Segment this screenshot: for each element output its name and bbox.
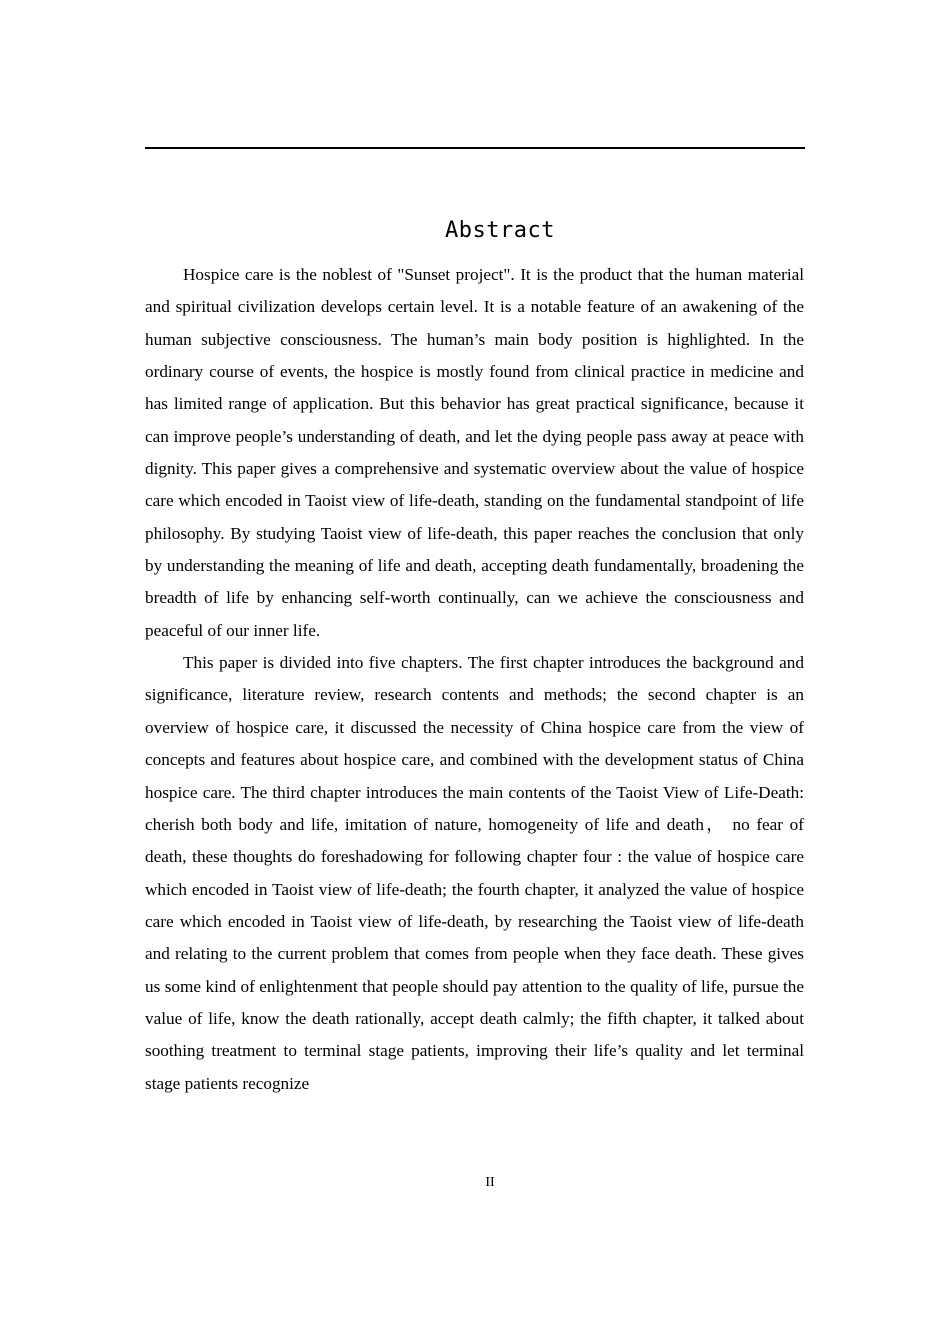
abstract-paragraph-1: Hospice care is the noblest of "Sunset project". It is the product that the human material and spiritual civilization develops certain level. It is a notable feature of an awakening of the human subjective consciousness. The human’s main body position is highlighted. In the ordinary course of events, the hospice is mostly found from clinical practice in medicine and has limited range of application. But this behavior has great practical significance, because it can improve people’s understanding of death, and let the dying people pass away at peace with dignity. This paper gives a comprehensive and systematic overview about the value of hospice care which encoded in Taoist view of life-death, standing on the fundamental standpoint of life philosophy. By studying Taoist view of life-death, this paper reaches the conclusion that only by understanding the meaning of life and death, accepting death fundamentally, broadening the breadth of life by enhancing self-worth continually, can we achieve the consciousness and peaceful of our inner life. [145,265,804,640]
page-title: Abstract [445,218,555,243]
page-number: II [485,1175,495,1190]
abstract-body [145,259,804,1100]
abstract-paragraph-2: This paper is divided into five chapters. The first chapter introduces the background and significance, literature review, research contents and methods; the second chapter is an overview of hospice care, it discussed the necessity of China hospice care from the view of concepts and features about hospice care, and combined with the development status of China hospice care. The third chapter introduces the main contents of the Taoist View of Life-Death: cherish both body and life, imitation of nature, homogeneity of life and death， no fear of death, these thoughts do foreshadowing for following chapter four : the value of hospice care which encoded in Taoist view of life-death; the fourth chapter, it analyzed the value of hospice care which encoded in Taoist view of life-death, by researching the Taoist view of life-death and relating to the current problem that comes from people when they face death. These gives us some kind of enlightenment that people should pay attention to the quality of life, pursue the value of life, know the death rationally, accept death calmly; the fifth chapter, it talked about soothing treatment to terminal stage patients, improving their life’s quality and let terminal stage patients recognize [145,653,804,1093]
header-rule [145,147,805,149]
